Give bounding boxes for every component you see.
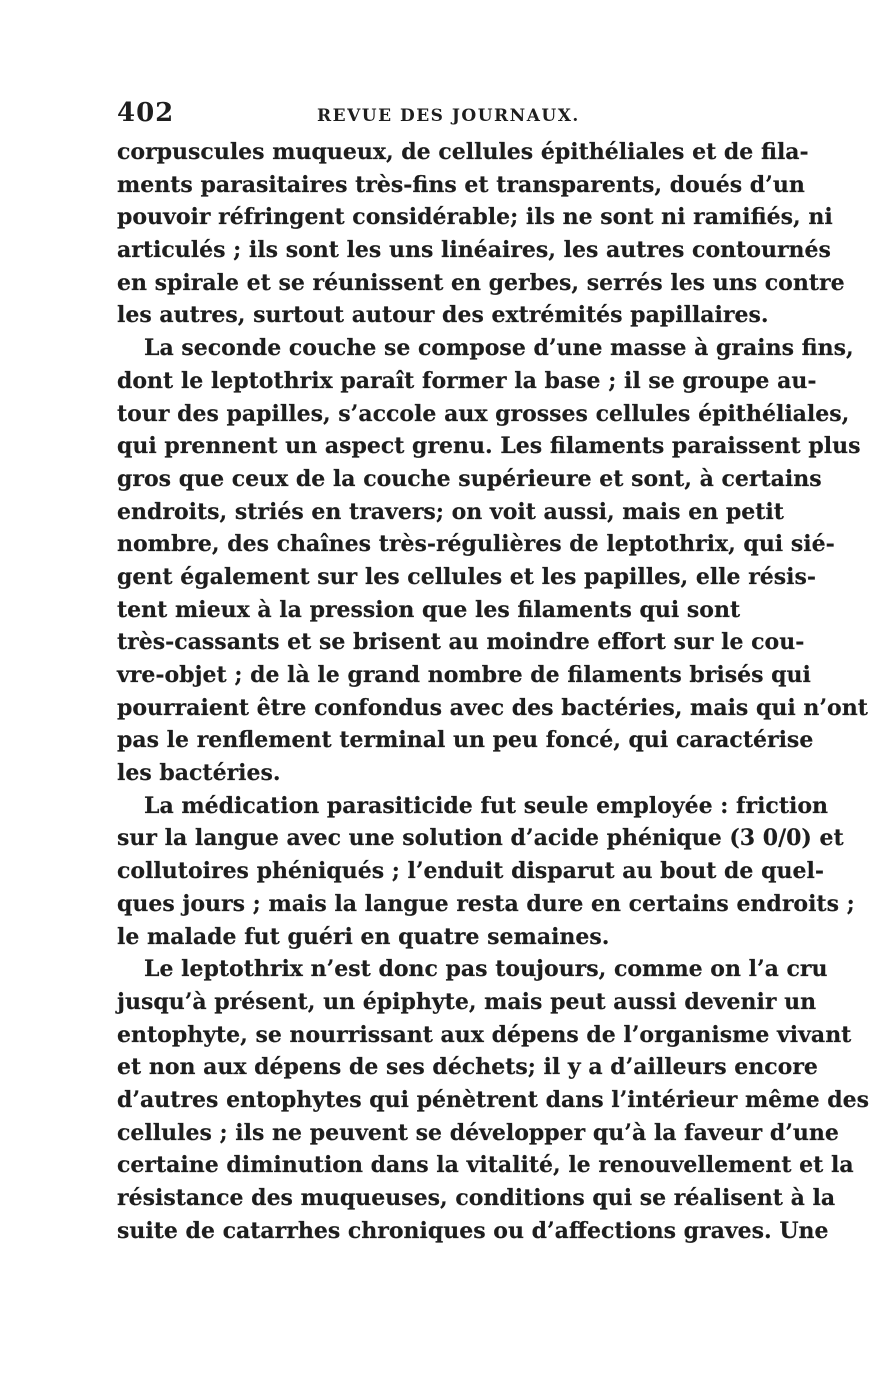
text-line: ques jours ; mais la langue resta dure en certains endroits ; xyxy=(117,890,855,917)
text-line: corpuscules muqueux, de cellules épithéliales et de fila- xyxy=(117,139,809,165)
text-line: sur la langue avec une solution d’acide phénique (3 0/0) et xyxy=(117,825,844,852)
body-text xyxy=(117,136,869,1247)
text-line: endroits, striés en travers; on voit aussi, mais en petit xyxy=(117,498,784,525)
text-line: cellules ; ils ne peuvent se développer qu’à la faveur d’une xyxy=(117,1119,839,1146)
text-line: les bactéries. xyxy=(117,760,281,787)
text-line: le malade fut guéri en quatre semaines. xyxy=(117,923,610,950)
text-line: en spirale et se réunissent en gerbes, serrés les uns contre xyxy=(117,269,845,296)
text-line: ments parasitaires très-fins et transparents, doués d’un xyxy=(117,171,805,198)
text-line: suite de catarrhes chroniques ou d’affections graves. Une xyxy=(117,1217,829,1244)
text-line: tent mieux à la pression que les filaments qui sont xyxy=(117,596,741,623)
text-line: nombre, des chaînes très-régulières de leptothrix, qui sié- xyxy=(117,531,835,558)
text-line: gent également sur les cellules et les papilles, elle résis- xyxy=(117,563,817,590)
text-line: dont le leptothrix paraît former la base ; il se groupe au- xyxy=(117,367,817,394)
text-line: très-cassants et se brisent au moindre effort sur le cou- xyxy=(117,629,805,656)
text-line: gros que ceux de la couche supérieure et sont, à certains xyxy=(117,465,822,492)
text-line: La seconde couche se compose d’une masse à grains fins, xyxy=(144,335,854,362)
text-line: et non aux dépens de ses déchets; il y a d’ailleurs encore xyxy=(117,1054,818,1081)
text-line: Le leptothrix n’est donc pas toujours, comme on l’a cru xyxy=(144,956,828,983)
text-line: vre-objet ; de là le grand nombre de filaments brisés qui xyxy=(117,662,811,688)
page-number: 402 xyxy=(117,98,175,128)
text-line: certaine diminution dans la vitalité, le renouvellement et la xyxy=(117,1152,854,1179)
page-header xyxy=(117,98,728,136)
text-line: qui prennent un aspect grenu. Les filaments paraissent plus xyxy=(117,433,861,460)
text-line: tour des papilles, s’accole aux grosses cellules épithéliales, xyxy=(117,400,850,427)
text-line: La médication parasiticide fut seule employée : friction xyxy=(144,792,829,819)
text-line: pas le renflement terminal un peu foncé, qui caractérise xyxy=(117,727,814,754)
text-line: collutoires phéniqués ; l’enduit disparut au bout de quel- xyxy=(117,858,824,885)
text-line: pouvoir réfringent considérable; ils ne sont ni ramifiés, ni xyxy=(117,204,833,231)
text-line: d’autres entophytes qui pénètrent dans l’intérieur même des xyxy=(117,1086,869,1113)
text-line: les autres, surtout autour des extrémités papillaires. xyxy=(117,302,769,329)
text-line: résistance des muqueuses, conditions qui se réalisent à la xyxy=(117,1185,836,1211)
text-line: pourraient être confondus avec des bactéries, mais qui n’ont xyxy=(117,694,868,721)
text-line: articulés ; ils sont les uns linéaires, les autres contournés xyxy=(117,237,831,264)
running-title: REVUE DES JOURNAUX. xyxy=(317,106,580,126)
text-line: jusqu’à présent, un épiphyte, mais peut aussi devenir un xyxy=(117,988,817,1015)
text-line: entophyte, se nourrissant aux dépens de l’organisme vivant xyxy=(117,1021,852,1048)
